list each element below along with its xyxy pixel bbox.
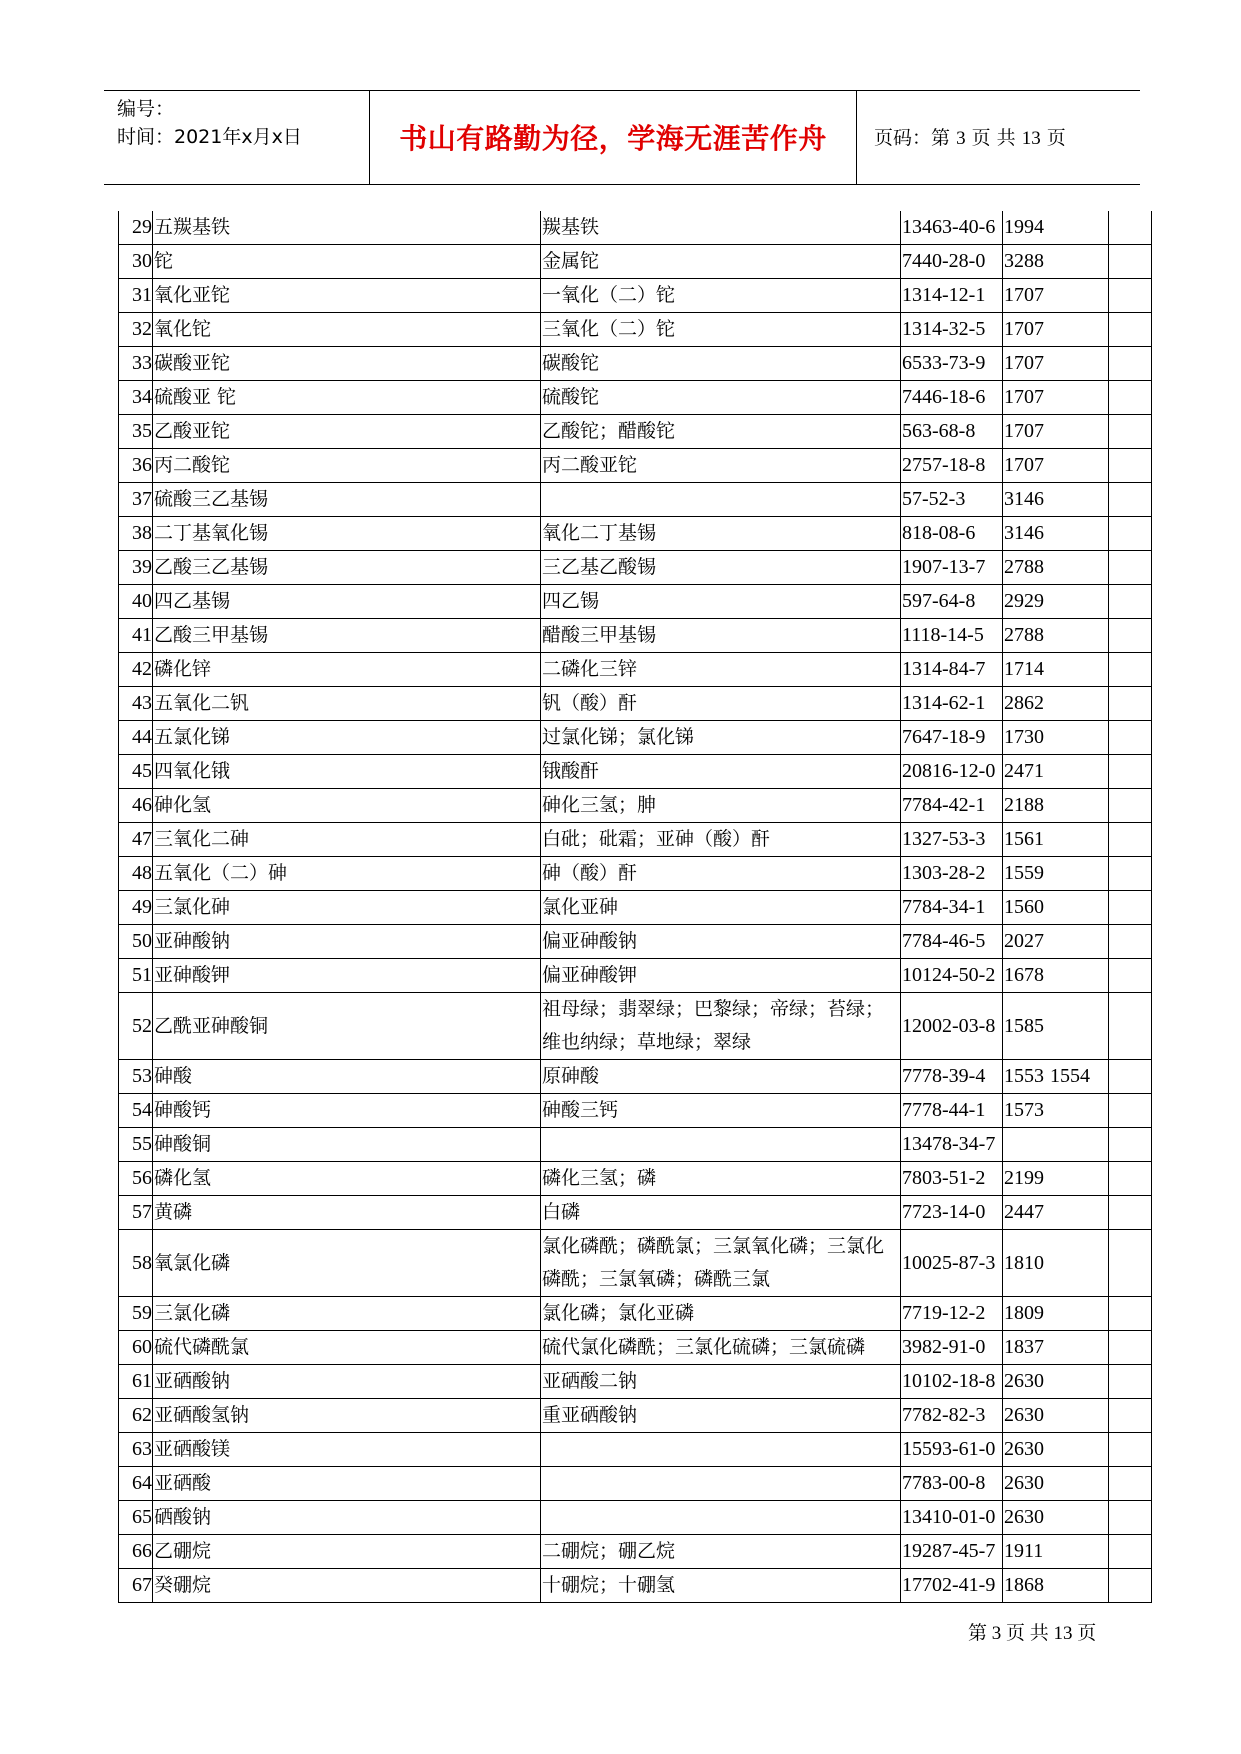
alias-cell: 一氧化（二）铊 <box>541 279 901 313</box>
cas-number-cell: 20816-12-0 <box>901 755 1003 789</box>
extra-cell <box>1109 245 1152 279</box>
chemical-name-cell: 砷酸 <box>153 1060 541 1094</box>
cas-number-cell: 1907-13-7 <box>901 551 1003 585</box>
table-row <box>119 1365 1152 1399</box>
extra-cell <box>1109 1365 1152 1399</box>
extra-cell <box>1109 1094 1152 1128</box>
row-number-cell: 67 <box>119 1569 153 1603</box>
un-number-cell: 1573 <box>1003 1094 1109 1128</box>
cas-number-cell: 7778-44-1 <box>901 1094 1003 1128</box>
header-page-info <box>874 123 1066 150</box>
page-footer: 第 3 页 共 13 页 <box>968 1623 1097 1644</box>
chemical-name-cell: 碳酸亚铊 <box>153 347 541 381</box>
cas-number-cell: 7784-42-1 <box>901 789 1003 823</box>
row-number-cell: 31 <box>119 279 153 313</box>
header-divider <box>856 91 857 184</box>
un-number-cell: 2929 <box>1003 585 1109 619</box>
un-number-cell: 2630 <box>1003 1467 1109 1501</box>
chemical-name-cell: 三氯化砷 <box>153 891 541 925</box>
extra-cell <box>1109 653 1152 687</box>
extra-cell <box>1109 823 1152 857</box>
un-number-cell: 1553 <box>1003 1060 1109 1094</box>
row-number-cell: 57 <box>119 1196 153 1230</box>
chemical-name-cell: 三氧化二砷 <box>153 823 541 857</box>
row-number-cell: 54 <box>119 1094 153 1128</box>
un-number-cell: 1994 <box>1003 211 1109 245</box>
chemical-table-body <box>119 211 1152 1603</box>
alias-cell <box>541 1433 901 1467</box>
un-number-cell: 1730 <box>1003 721 1109 755</box>
chemical-name-cell: 癸硼烷 <box>153 1569 541 1603</box>
cas-number-cell: 10025-87-3 <box>901 1230 1003 1297</box>
un-number-cell: 1559 <box>1003 857 1109 891</box>
alias-cell: 十硼烷；十硼氢 <box>541 1569 901 1603</box>
cas-number-cell: 57-52-3 <box>901 483 1003 517</box>
serial-label: 编号： <box>117 98 175 120</box>
extra-cell <box>1109 925 1152 959</box>
chemical-name-cell: 四乙基锡 <box>153 585 541 619</box>
row-number-cell: 42 <box>119 653 153 687</box>
table-row <box>119 755 1152 789</box>
chemical-name-cell: 氧氯化磷 <box>153 1230 541 1297</box>
alias-cell: 二磷化三锌 <box>541 653 901 687</box>
cas-number-cell: 13478-34-7 <box>901 1128 1003 1162</box>
cas-number-cell: 7440-28-0 <box>901 245 1003 279</box>
row-number-cell: 43 <box>119 687 153 721</box>
extra-cell <box>1109 687 1152 721</box>
row-number-cell: 37 <box>119 483 153 517</box>
chemical-name-cell: 乙酸亚铊 <box>153 415 541 449</box>
row-number-cell: 40 <box>119 585 153 619</box>
un-number-cell: 2630 <box>1003 1399 1109 1433</box>
cas-number-cell: 818-08-6 <box>901 517 1003 551</box>
table-row <box>119 1162 1152 1196</box>
extra-cell <box>1109 1162 1152 1196</box>
extra-cell <box>1109 755 1152 789</box>
chemical-name-cell: 铊 <box>153 245 541 279</box>
un-number-cell: 3146 <box>1003 517 1109 551</box>
row-number-cell: 55 <box>119 1128 153 1162</box>
table-row <box>119 993 1152 1060</box>
alias-cell: 白砒；砒霜；亚砷（酸）酐 <box>541 823 901 857</box>
alias-cell: 锇酸酐 <box>541 755 901 789</box>
chemical-name-cell: 乙硼烷 <box>153 1535 541 1569</box>
table-row <box>119 1535 1152 1569</box>
row-number-cell: 49 <box>119 891 153 925</box>
extra-cell <box>1109 857 1152 891</box>
alias-cell: 偏亚砷酸钠 <box>541 925 901 959</box>
table-row <box>119 721 1152 755</box>
chemical-name-cell: 亚硒酸氢钠 <box>153 1399 541 1433</box>
table-row <box>119 483 1152 517</box>
table-row <box>119 1467 1152 1501</box>
cas-number-cell: 7784-46-5 <box>901 925 1003 959</box>
alias-cell <box>541 483 901 517</box>
page-end-label: 页 <box>1046 127 1066 149</box>
un-number-cell <box>1003 1128 1109 1162</box>
un-number-cell: 2862 <box>1003 687 1109 721</box>
table-row <box>119 449 1152 483</box>
row-number-cell: 46 <box>119 789 153 823</box>
un-number-cell: 1809 <box>1003 1297 1109 1331</box>
alias-cell: 乙酸铊；醋酸铊 <box>541 415 901 449</box>
alias-cell: 重亚硒酸钠 <box>541 1399 901 1433</box>
header-meta <box>117 95 302 151</box>
table-row <box>119 687 1152 721</box>
cas-number-cell: 1314-62-1 <box>901 687 1003 721</box>
extra-cell: 1554 <box>1049 1060 1092 1094</box>
table-row <box>119 653 1152 687</box>
alias-cell: 磷化三氢；磷 <box>541 1162 901 1196</box>
row-number-cell: 47 <box>119 823 153 857</box>
chemical-name-cell: 乙酰亚砷酸铜 <box>153 993 541 1060</box>
extra-cell <box>1109 959 1152 993</box>
cas-number-cell: 7784-34-1 <box>901 891 1003 925</box>
row-number-cell: 61 <box>119 1365 153 1399</box>
alias-cell: 氯化磷；氯化亚磷 <box>541 1297 901 1331</box>
page-total: 13 <box>1021 128 1041 149</box>
row-number-cell: 41 <box>119 619 153 653</box>
extra-cell <box>1109 721 1152 755</box>
table-row <box>119 857 1152 891</box>
row-number-cell: 64 <box>119 1467 153 1501</box>
table-row <box>119 1060 1152 1094</box>
table-row <box>119 789 1152 823</box>
chemical-name-cell: 砷酸铜 <box>153 1128 541 1162</box>
un-number-cell: 1911 <box>1003 1535 1109 1569</box>
row-number-cell: 62 <box>119 1399 153 1433</box>
cas-number-cell: 12002-03-8 <box>901 993 1003 1060</box>
alias-cell: 醋酸三甲基锡 <box>541 619 901 653</box>
un-number-cell: 2630 <box>1003 1365 1109 1399</box>
row-number-cell: 58 <box>119 1230 153 1297</box>
chemical-name-cell: 五羰基铁 <box>153 211 541 245</box>
cas-number-cell: 13410-01-0 <box>901 1501 1003 1535</box>
alias-cell: 羰基铁 <box>541 211 901 245</box>
extra-cell <box>1109 619 1152 653</box>
chemical-name-cell: 亚硒酸钠 <box>153 1365 541 1399</box>
un-number-cell: 2447 <box>1003 1196 1109 1230</box>
cas-number-cell: 15593-61-0 <box>901 1433 1003 1467</box>
cas-number-cell: 1314-84-7 <box>901 653 1003 687</box>
table-row <box>119 517 1152 551</box>
table-row <box>119 415 1152 449</box>
row-number-cell: 33 <box>119 347 153 381</box>
un-number-cell: 1837 <box>1003 1331 1109 1365</box>
un-number-cell: 1707 <box>1003 449 1109 483</box>
extra-cell <box>1109 1569 1152 1603</box>
alias-cell: 丙二酸亚铊 <box>541 449 901 483</box>
un-number-cell: 2630 <box>1003 1433 1109 1467</box>
cas-number-cell: 7723-14-0 <box>901 1196 1003 1230</box>
table-row <box>119 1128 1152 1162</box>
cas-number-cell: 563-68-8 <box>901 415 1003 449</box>
row-number-cell: 36 <box>119 449 153 483</box>
table-row <box>119 1501 1152 1535</box>
extra-cell <box>1109 279 1152 313</box>
alias-cell: 亚硒酸二钠 <box>541 1365 901 1399</box>
chemical-name-cell: 亚砷酸钠 <box>153 925 541 959</box>
extra-cell <box>1109 347 1152 381</box>
table-row <box>119 823 1152 857</box>
row-number-cell: 48 <box>119 857 153 891</box>
un-number-cell: 2188 <box>1003 789 1109 823</box>
chemical-name-cell: 四氧化锇 <box>153 755 541 789</box>
cas-number-cell: 7446-18-6 <box>901 381 1003 415</box>
cas-number-cell: 7719-12-2 <box>901 1297 1003 1331</box>
table-row <box>119 1196 1152 1230</box>
table-row <box>119 1569 1152 1603</box>
page-header <box>104 90 1140 185</box>
chemical-name-cell: 硒酸钠 <box>153 1501 541 1535</box>
un-number-cell: 1707 <box>1003 279 1109 313</box>
extra-cell <box>1109 1196 1152 1230</box>
un-number-cell: 2788 <box>1003 551 1109 585</box>
cas-number-cell: 13463-40-6 <box>901 211 1003 245</box>
row-number-cell: 30 <box>119 245 153 279</box>
chemical-name-cell: 五氧化（二）砷 <box>153 857 541 891</box>
chemical-name-cell: 砷酸钙 <box>153 1094 541 1128</box>
alias-cell: 碳酸铊 <box>541 347 901 381</box>
un-number-cell: 1707 <box>1003 347 1109 381</box>
table-row <box>119 1331 1152 1365</box>
table-row <box>119 619 1152 653</box>
table-row <box>119 585 1152 619</box>
alias-cell: 三乙基乙酸锡 <box>541 551 901 585</box>
row-number-cell: 66 <box>119 1535 153 1569</box>
un-number-cell: 2199 <box>1003 1162 1109 1196</box>
table-row <box>119 381 1152 415</box>
row-number-cell: 65 <box>119 1501 153 1535</box>
extra-cell <box>1109 585 1152 619</box>
extra-cell <box>1109 1467 1152 1501</box>
alias-cell <box>541 1467 901 1501</box>
extra-cell <box>1109 1501 1152 1535</box>
row-number-cell: 50 <box>119 925 153 959</box>
cas-number-cell: 1314-32-5 <box>901 313 1003 347</box>
row-number-cell: 38 <box>119 517 153 551</box>
un-number-cell: 1868 <box>1003 1569 1109 1603</box>
row-number-cell: 32 <box>119 313 153 347</box>
un-number-cell: 1585 <box>1003 993 1109 1060</box>
alias-cell: 硫酸铊 <box>541 381 901 415</box>
header-motto: 书山有路勤为径，学海无涯苦作舟 <box>399 122 827 155</box>
extra-cell <box>1109 1399 1152 1433</box>
un-number-cell: 3288 <box>1003 245 1109 279</box>
table-row <box>119 211 1152 245</box>
un-number-cell: 1678 <box>1003 959 1109 993</box>
table-row <box>119 959 1152 993</box>
chemical-name-cell: 硫代磷酰氯 <box>153 1331 541 1365</box>
alias-cell: 金属铊 <box>541 245 901 279</box>
row-number-cell: 59 <box>119 1297 153 1331</box>
chemical-name-cell: 五氧化二钒 <box>153 687 541 721</box>
cas-number-cell: 17702-41-9 <box>901 1569 1003 1603</box>
un-number-cell: 1560 <box>1003 891 1109 925</box>
alias-cell: 氧化二丁基锡 <box>541 517 901 551</box>
alias-cell: 二硼烷；硼乙烷 <box>541 1535 901 1569</box>
chemical-name-cell: 二丁基氧化锡 <box>153 517 541 551</box>
extra-cell <box>1109 789 1152 823</box>
alias-cell <box>541 1501 901 1535</box>
alias-cell: 砷化三氢；胂 <box>541 789 901 823</box>
extra-cell <box>1109 381 1152 415</box>
extra-cell <box>1109 415 1152 449</box>
row-number-cell: 39 <box>119 551 153 585</box>
cas-number-cell: 6533-73-9 <box>901 347 1003 381</box>
extra-cell <box>1109 1128 1152 1162</box>
extra-cell <box>1109 517 1152 551</box>
cas-number-cell: 7783-00-8 <box>901 1467 1003 1501</box>
cas-number-cell: 1314-12-1 <box>901 279 1003 313</box>
alias-cell: 钒（酸）酐 <box>541 687 901 721</box>
chemical-name-cell: 磷化锌 <box>153 653 541 687</box>
alias-cell: 祖母绿；翡翠绿；巴黎绿；帝绿；苔绿；维也纳绿；草地绿；翠绿 <box>541 993 901 1060</box>
chemical-name-cell: 硫酸亚 铊 <box>153 381 541 415</box>
un-number-cell: 2788 <box>1003 619 1109 653</box>
chemical-name-cell: 氧化亚铊 <box>153 279 541 313</box>
row-number-cell: 52 <box>119 993 153 1060</box>
chemical-name-cell: 黄磷 <box>153 1196 541 1230</box>
alias-cell: 硫代氯化磷酰；三氯化硫磷；三氯硫磷 <box>541 1331 901 1365</box>
table-row <box>119 313 1152 347</box>
un-number-cell: 2027 <box>1003 925 1109 959</box>
chemical-name-cell: 亚砷酸钾 <box>153 959 541 993</box>
chemical-name-cell: 乙酸三甲基锡 <box>153 619 541 653</box>
cas-number-cell: 10124-50-2 <box>901 959 1003 993</box>
un-number-cell: 1714 <box>1003 653 1109 687</box>
chemical-name-cell: 五氯化锑 <box>153 721 541 755</box>
cas-number-cell: 1118-14-5 <box>901 619 1003 653</box>
row-number-cell: 45 <box>119 755 153 789</box>
extra-cell <box>1109 1297 1152 1331</box>
table-row <box>119 1230 1152 1297</box>
row-number-cell: 60 <box>119 1331 153 1365</box>
extra-cell <box>1109 211 1152 245</box>
extra-cell <box>1109 993 1152 1060</box>
cas-number-cell: 7647-18-9 <box>901 721 1003 755</box>
cas-number-cell: 7782-82-3 <box>901 1399 1003 1433</box>
alias-cell: 砷酸三钙 <box>541 1094 901 1128</box>
un-number-cell: 1707 <box>1003 313 1109 347</box>
un-number-cell: 2471 <box>1003 755 1109 789</box>
row-number-cell: 29 <box>119 211 153 245</box>
table-row <box>119 551 1152 585</box>
table-row <box>119 1433 1152 1467</box>
alias-cell: 氯化磷酰；磷酰氯；三氯氧化磷；三氯化磷酰；三氯氧磷；磷酰三氯 <box>541 1230 901 1297</box>
alias-cell: 四乙锡 <box>541 585 901 619</box>
extra-cell <box>1109 551 1152 585</box>
un-number-cell: 1707 <box>1003 415 1109 449</box>
un-number-cell: 2630 <box>1003 1501 1109 1535</box>
page-number: 3 <box>956 128 966 149</box>
page-label: 页码：第 <box>874 127 951 149</box>
cas-number-cell: 3982-91-0 <box>901 1331 1003 1365</box>
cas-number-cell: 1303-28-2 <box>901 857 1003 891</box>
chemical-name-cell: 丙二酸铊 <box>153 449 541 483</box>
time-text: 时间：2021年x月x日 <box>117 126 302 148</box>
chemical-name-cell: 磷化氢 <box>153 1162 541 1196</box>
extra-cell <box>1109 891 1152 925</box>
extra-cell <box>1109 483 1152 517</box>
row-number-cell: 51 <box>119 959 153 993</box>
un-number-cell: 1561 <box>1003 823 1109 857</box>
cas-number-cell: 1327-53-3 <box>901 823 1003 857</box>
table-row <box>119 891 1152 925</box>
table-row <box>119 1297 1152 1331</box>
row-number-cell: 53 <box>119 1060 153 1094</box>
extra-cell <box>1109 1331 1152 1365</box>
chemical-name-cell: 砷化氢 <box>153 789 541 823</box>
alias-cell: 偏亚砷酸钾 <box>541 959 901 993</box>
un-number-cell: 1707 <box>1003 381 1109 415</box>
table-row <box>119 1094 1152 1128</box>
chemical-name-cell: 亚硒酸 <box>153 1467 541 1501</box>
cas-number-cell: 19287-45-7 <box>901 1535 1003 1569</box>
extra-cell <box>1109 313 1152 347</box>
chemical-name-cell: 氧化铊 <box>153 313 541 347</box>
cas-number-cell: 10102-18-8 <box>901 1365 1003 1399</box>
extra-cell <box>1109 449 1152 483</box>
alias-cell: 氯化亚砷 <box>541 891 901 925</box>
chemical-table <box>118 211 1152 1603</box>
chemical-name-cell: 三氯化磷 <box>153 1297 541 1331</box>
row-number-cell: 56 <box>119 1162 153 1196</box>
cas-number-cell: 597-64-8 <box>901 585 1003 619</box>
extra-cell <box>1109 1230 1152 1297</box>
table-row <box>119 925 1152 959</box>
un-number-cell: 1810 <box>1003 1230 1109 1297</box>
alias-cell: 原砷酸 <box>541 1060 901 1094</box>
chemical-name-cell: 乙酸三乙基锡 <box>153 551 541 585</box>
row-number-cell: 34 <box>119 381 153 415</box>
alias-cell: 白磷 <box>541 1196 901 1230</box>
chemical-name-cell: 亚硒酸镁 <box>153 1433 541 1467</box>
cas-number-cell: 2757-18-8 <box>901 449 1003 483</box>
cas-number-cell: 7778-39-4 <box>901 1060 1003 1094</box>
alias-cell <box>541 1128 901 1162</box>
extra-cell <box>1109 1433 1152 1467</box>
table-row <box>119 279 1152 313</box>
table-row <box>119 245 1152 279</box>
row-number-cell: 35 <box>119 415 153 449</box>
table-row <box>119 1399 1152 1433</box>
alias-cell: 三氧化（二）铊 <box>541 313 901 347</box>
extra-cell <box>1109 1535 1152 1569</box>
alias-cell: 砷（酸）酐 <box>541 857 901 891</box>
page-mid-label: 页 共 <box>971 127 1016 149</box>
chemical-name-cell: 硫酸三乙基锡 <box>153 483 541 517</box>
un-number-cell: 3146 <box>1003 483 1109 517</box>
row-number-cell: 44 <box>119 721 153 755</box>
cas-number-cell: 7803-51-2 <box>901 1162 1003 1196</box>
alias-cell: 过氯化锑；氯化锑 <box>541 721 901 755</box>
row-number-cell: 63 <box>119 1433 153 1467</box>
table-row <box>119 347 1152 381</box>
